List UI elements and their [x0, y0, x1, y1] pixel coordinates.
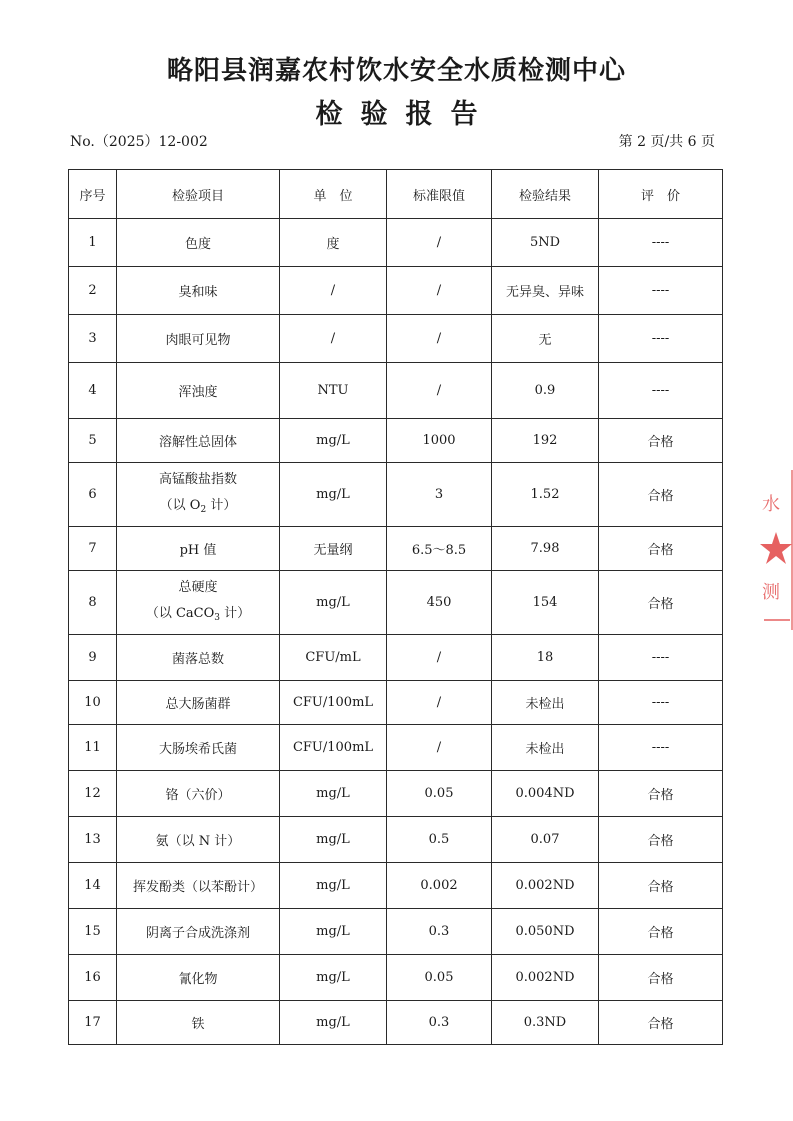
unit-cell: mg/L [280, 771, 387, 817]
column-header-item: 检验项目 [117, 170, 280, 219]
result-cell: 0.004ND [492, 771, 599, 817]
seal-char: 水 [762, 494, 780, 515]
result-cell: 无 [492, 315, 599, 363]
table-row [69, 267, 723, 315]
unit-cell: mg/L [280, 419, 387, 463]
evaluation-cell: 合格 [599, 955, 723, 1001]
evaluation-cell: 合格 [599, 571, 723, 635]
unit-cell: 度 [280, 219, 387, 267]
unit-cell: CFU/100mL [280, 725, 387, 771]
table-row [69, 681, 723, 725]
table-row [69, 315, 723, 363]
table-row [69, 817, 723, 863]
item-cell: pH 值 [117, 527, 280, 571]
item-cell: 阴离子合成洗涤剂 [117, 909, 280, 955]
result-cell: 0.3ND [492, 1001, 599, 1045]
result-cell: 5ND [492, 219, 599, 267]
unit-cell: 无量纲 [280, 527, 387, 571]
column-header-limit: 标准限值 [387, 170, 492, 219]
limit-cell: / [387, 219, 492, 267]
limit-cell: 0.002 [387, 863, 492, 909]
evaluation-cell: ---- [599, 725, 723, 771]
result-cell: 192 [492, 419, 599, 463]
item-cell: 色度 [117, 219, 280, 267]
unit-cell: mg/L [280, 1001, 387, 1045]
seal-char: 测 [762, 582, 780, 603]
unit-cell: / [280, 315, 387, 363]
table-row [69, 909, 723, 955]
item-cell: 铬（六价） [117, 771, 280, 817]
item-cell: 挥发酚类（以苯酚计） [117, 863, 280, 909]
item-basis-subscript: 3 [214, 612, 221, 623]
evaluation-cell: 合格 [599, 1001, 723, 1045]
table-row [69, 363, 723, 419]
item-cell: 臭和味 [117, 267, 280, 315]
result-cell: 0.050ND [492, 909, 599, 955]
limit-cell: / [387, 725, 492, 771]
item-basis [119, 493, 277, 523]
item-basis [119, 601, 277, 631]
row-number-cell: 10 [69, 681, 117, 725]
evaluation-cell: 合格 [599, 771, 723, 817]
table-row [69, 863, 723, 909]
limit-cell: / [387, 635, 492, 681]
limit-cell: 0.5 [387, 817, 492, 863]
evaluation-cell: 合格 [599, 527, 723, 571]
result-cell: 0.002ND [492, 955, 599, 1001]
row-number-cell: 6 [69, 463, 117, 527]
item-basis-suffix: 计） [220, 605, 251, 621]
row-number-cell: 4 [69, 363, 117, 419]
unit-cell: / [280, 267, 387, 315]
unit-cell: mg/L [280, 909, 387, 955]
evaluation-cell: ---- [599, 219, 723, 267]
unit-cell: mg/L [280, 955, 387, 1001]
item-cell: 铁 [117, 1001, 280, 1045]
evaluation-cell: 合格 [599, 419, 723, 463]
evaluation-cell: 合格 [599, 909, 723, 955]
item-name: 总硬度 [178, 579, 218, 595]
row-number-cell: 12 [69, 771, 117, 817]
result-cell: 未检出 [492, 681, 599, 725]
item-basis-prefix: （以 O [159, 497, 201, 513]
limit-cell: 3 [387, 463, 492, 527]
evaluation-cell: 合格 [599, 863, 723, 909]
table-header-row [69, 170, 723, 219]
result-cell: 0.07 [492, 817, 599, 863]
unit-cell: mg/L [280, 571, 387, 635]
column-header-unit: 单 位 [280, 170, 387, 219]
limit-cell: 0.05 [387, 771, 492, 817]
row-number-cell: 2 [69, 267, 117, 315]
unit-cell: mg/L [280, 463, 387, 527]
item-cell: 大肠埃希氏菌 [117, 725, 280, 771]
result-cell: 7.98 [492, 527, 599, 571]
table-body [69, 219, 723, 1045]
result-cell: 无异臭、异味 [492, 267, 599, 315]
item-basis-subscript: 2 [200, 504, 207, 515]
result-cell: 未检出 [492, 725, 599, 771]
evaluation-cell: ---- [599, 267, 723, 315]
limit-cell: / [387, 315, 492, 363]
organization-title: 略阳县润嘉农村饮水安全水质检测中心 [166, 56, 626, 86]
row-number-cell: 7 [69, 527, 117, 571]
item-cell: 浑浊度 [117, 363, 280, 419]
row-number-cell: 9 [69, 635, 117, 681]
row-number-cell: 1 [69, 219, 117, 267]
unit-cell: mg/L [280, 817, 387, 863]
limit-cell: / [387, 267, 492, 315]
item-cell: 氨（以 N 计） [117, 817, 280, 863]
limit-cell: 1000 [387, 419, 492, 463]
result-cell: 1.52 [492, 463, 599, 527]
result-cell: 154 [492, 571, 599, 635]
row-number-cell: 8 [69, 571, 117, 635]
unit-cell: mg/L [280, 863, 387, 909]
evaluation-cell: ---- [599, 681, 723, 725]
unit-cell: CFU/mL [280, 635, 387, 681]
row-number-cell: 16 [69, 955, 117, 1001]
item-cell [117, 463, 280, 527]
row-number-cell: 15 [69, 909, 117, 955]
limit-cell: 450 [387, 571, 492, 635]
table-row [69, 571, 723, 635]
unit-cell: NTU [280, 363, 387, 419]
report-title: 检验报告 [315, 99, 496, 130]
row-number-cell: 13 [69, 817, 117, 863]
table-row [69, 725, 723, 771]
limit-cell: / [387, 363, 492, 419]
item-cell [117, 571, 280, 635]
result-cell: 0.9 [492, 363, 599, 419]
table-row [69, 955, 723, 1001]
unit-cell: CFU/100mL [280, 681, 387, 725]
column-header-no: 序号 [69, 170, 117, 219]
table-row [69, 463, 723, 527]
table-row [69, 419, 723, 463]
result-cell: 0.002ND [492, 863, 599, 909]
row-number-cell: 11 [69, 725, 117, 771]
table-row [69, 771, 723, 817]
evaluation-cell: ---- [599, 635, 723, 681]
evaluation-cell: 合格 [599, 817, 723, 863]
column-header-result: 检验结果 [492, 170, 599, 219]
seal-stamp-fragment [760, 470, 793, 630]
row-number-cell: 5 [69, 419, 117, 463]
table-row [69, 219, 723, 267]
limit-cell: / [387, 681, 492, 725]
result-cell: 18 [492, 635, 599, 681]
evaluation-cell: ---- [599, 315, 723, 363]
table-row [69, 1001, 723, 1045]
report-number: No.（2025）12-002 [70, 134, 208, 150]
table-row [69, 635, 723, 681]
results-table [68, 169, 723, 1045]
limit-cell: 0.3 [387, 1001, 492, 1045]
item-cell: 总大肠菌群 [117, 681, 280, 725]
row-number-cell: 14 [69, 863, 117, 909]
row-number-cell: 3 [69, 315, 117, 363]
evaluation-cell: 合格 [599, 463, 723, 527]
row-number-cell: 17 [69, 1001, 117, 1045]
table-row [69, 527, 723, 571]
column-header-evaluation: 评 价 [599, 170, 723, 219]
item-cell: 菌落总数 [117, 635, 280, 681]
evaluation-cell: ---- [599, 363, 723, 419]
item-cell: 氰化物 [117, 955, 280, 1001]
limit-cell: 6.5～8.5 [387, 527, 492, 571]
item-cell: 肉眼可见物 [117, 315, 280, 363]
item-cell: 溶解性总固体 [117, 419, 280, 463]
page-indicator: 第 2 页/共 6 页 [618, 134, 715, 150]
item-basis-prefix: （以 CaCO [145, 605, 215, 621]
item-basis-suffix: 计） [206, 497, 237, 513]
limit-cell: 0.05 [387, 955, 492, 1001]
item-name: 高锰酸盐指数 [158, 471, 237, 487]
limit-cell: 0.3 [387, 909, 492, 955]
